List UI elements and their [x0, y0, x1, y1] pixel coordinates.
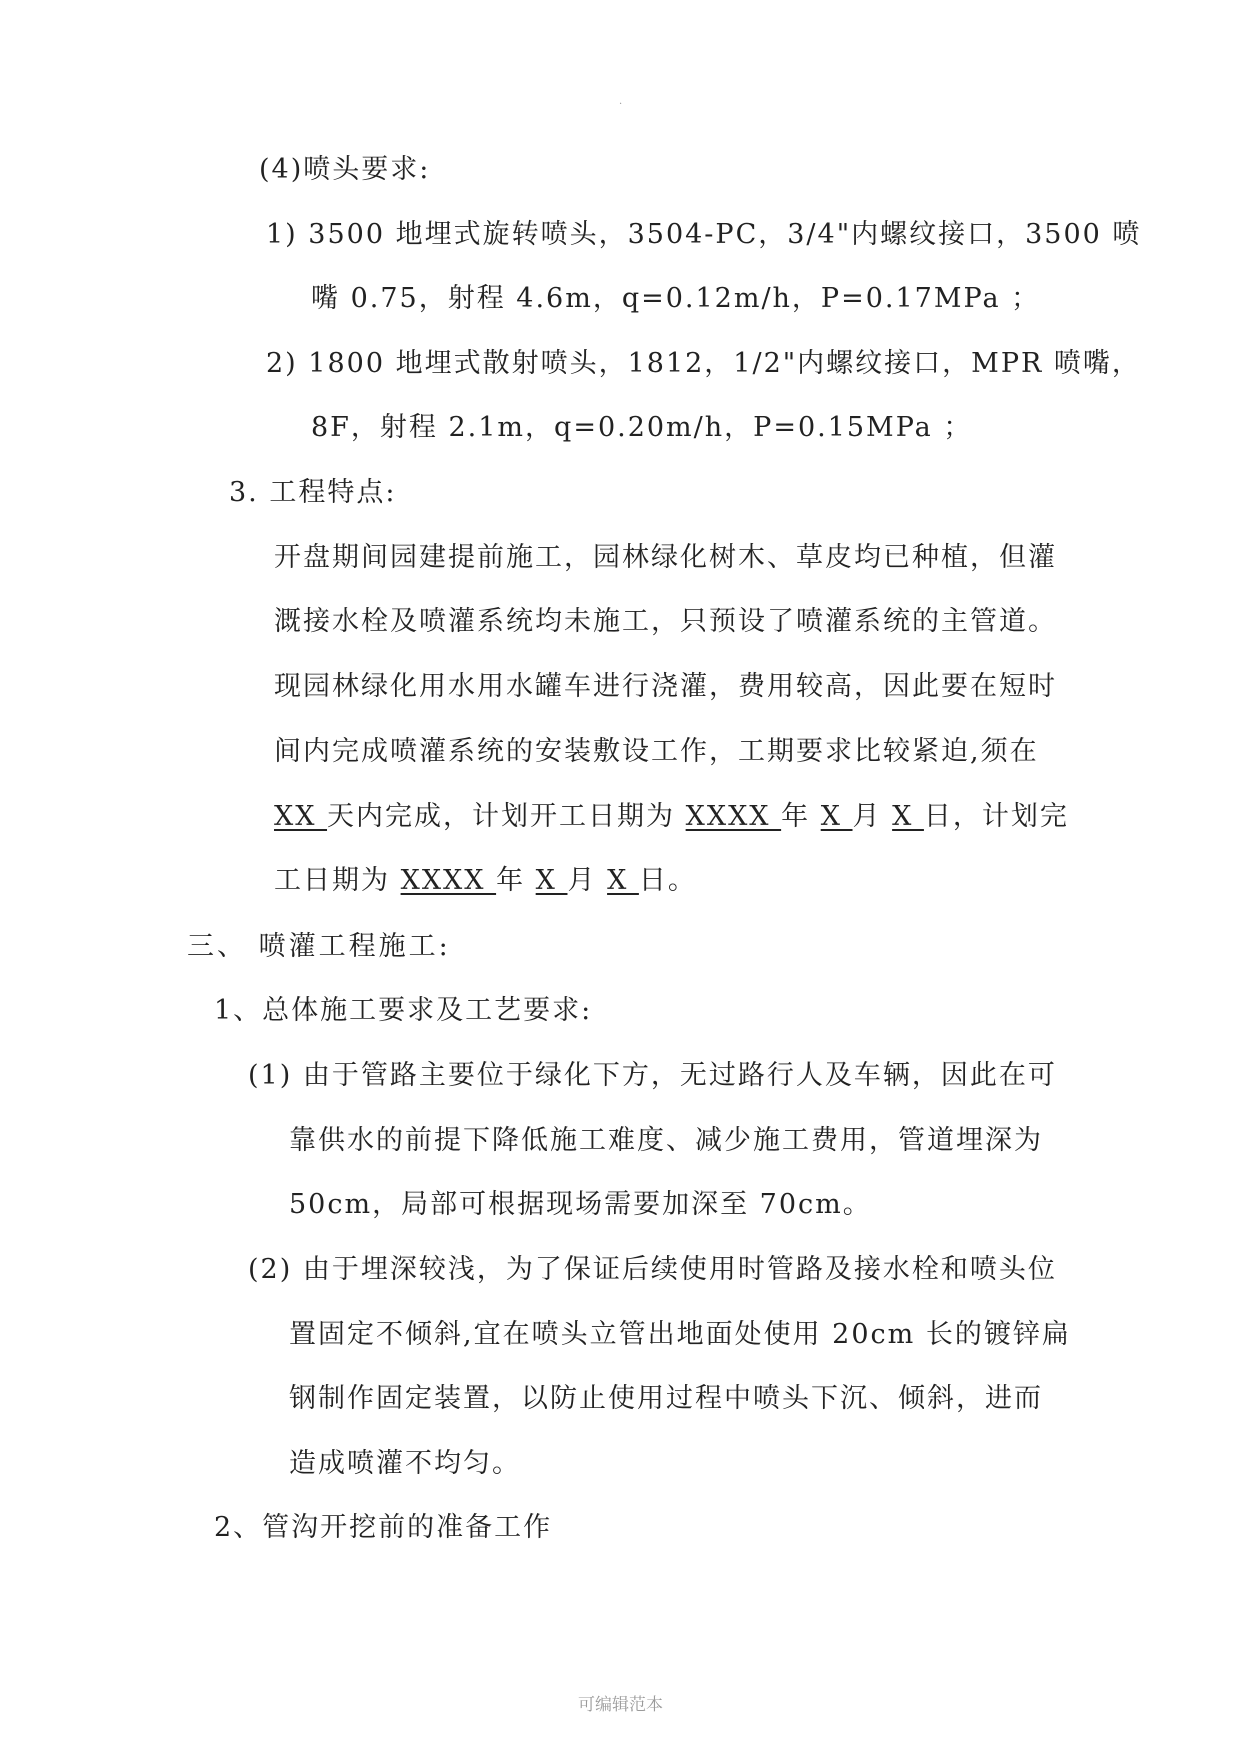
end-day-placeholder: X — [607, 865, 639, 896]
general-requirements-heading: 1、总体施工要求及工艺要求: — [214, 995, 593, 1026]
month-label: 月 — [567, 865, 608, 896]
month-label: 月 — [852, 801, 893, 832]
end-date-text: 工日期为 — [274, 865, 401, 896]
requirement-2-line-4: 造成喷灌不均匀。 — [289, 1448, 521, 1479]
requirement-1-line-2: 靠供水的前提下降低施工难度、减少施工费用，管道埋深为 — [289, 1125, 1043, 1156]
day-label: 日。 — [638, 865, 697, 896]
project-features-heading: 3. 工程特点: — [229, 477, 397, 508]
end-year-placeholder: XXXX — [400, 865, 497, 896]
features-paragraph-line-4: 间内完成喷灌系统的安装敷设工作，工期要求比较紧迫,须在 — [274, 736, 1039, 767]
year-label: 年 — [781, 801, 821, 832]
features-paragraph-line-5 — [274, 799, 1069, 835]
start-year-placeholder: XXXX — [685, 801, 782, 832]
trench-preparation-heading: 2、管沟开挖前的准备工作 — [214, 1512, 553, 1543]
nozzle-item-2-line-1: 2) 1800 地埋式散射喷头，1812，1/2"内螺纹接口，MPR 喷嘴， — [266, 348, 1141, 379]
section-3-heading: 三、 喷灌工程施工: — [187, 931, 451, 962]
features-paragraph-line-2: 溉接水栓及喷灌系统均未施工，只预设了喷灌系统的主管道。 — [274, 606, 1057, 637]
start-month-placeholder: X — [820, 801, 853, 832]
year-label: 年 — [496, 865, 536, 896]
end-date-lead-text: 日，计划完 — [923, 801, 1069, 832]
nozzle-item-1-line-1: 1) 3500 地埋式旋转喷头，3504-PC，3/4"内螺纹接口，3500 喷 — [266, 219, 1142, 250]
start-day-placeholder: X — [892, 801, 924, 832]
page-footer: 可编辑范本 — [578, 1695, 663, 1715]
end-month-placeholder: X — [535, 865, 568, 896]
nozzle-requirements-heading: (4)喷头要求: — [259, 154, 431, 185]
days-placeholder: XX — [274, 801, 328, 832]
requirement-2-line-2: 置固定不倾斜,宜在喷头立管出地面处使用 20cm 长的镀锌扁 — [289, 1319, 1071, 1350]
requirement-2-line-3: 钢制作固定装置，以防止使用过程中喷头下沉、倾斜，进而 — [289, 1383, 1043, 1414]
features-paragraph-line-1: 开盘期间园建提前施工，园林绿化树木、草皮均已种植，但灌 — [274, 542, 1057, 573]
features-paragraph-line-6 — [274, 863, 697, 899]
header-dot: . — [619, 96, 623, 107]
nozzle-item-2-line-2: 8F，射程 2.1m，q=0.20m/h，P=0.15MPa ； — [311, 412, 973, 443]
start-date-text: 天内完成，计划开工日期为 — [327, 801, 686, 832]
requirement-1-line-3: 50cm，局部可根据现场需要加深至 70cm。 — [289, 1189, 872, 1220]
features-paragraph-line-3: 现园林绿化用水用水罐车进行浇灌，费用较高，因此要在短时 — [274, 671, 1057, 702]
nozzle-item-1-line-2: 嘴 0.75，射程 4.6m，q=0.12m/h，P=0.17MPa ； — [311, 283, 1041, 314]
requirement-2-line-1: (2) 由于埋深较浅，为了保证后续使用时管路及接水栓和喷头位 — [248, 1254, 1057, 1285]
requirement-1-line-1: (1) 由于管路主要位于绿化下方，无过路行人及车辆，因此在可 — [248, 1060, 1057, 1091]
